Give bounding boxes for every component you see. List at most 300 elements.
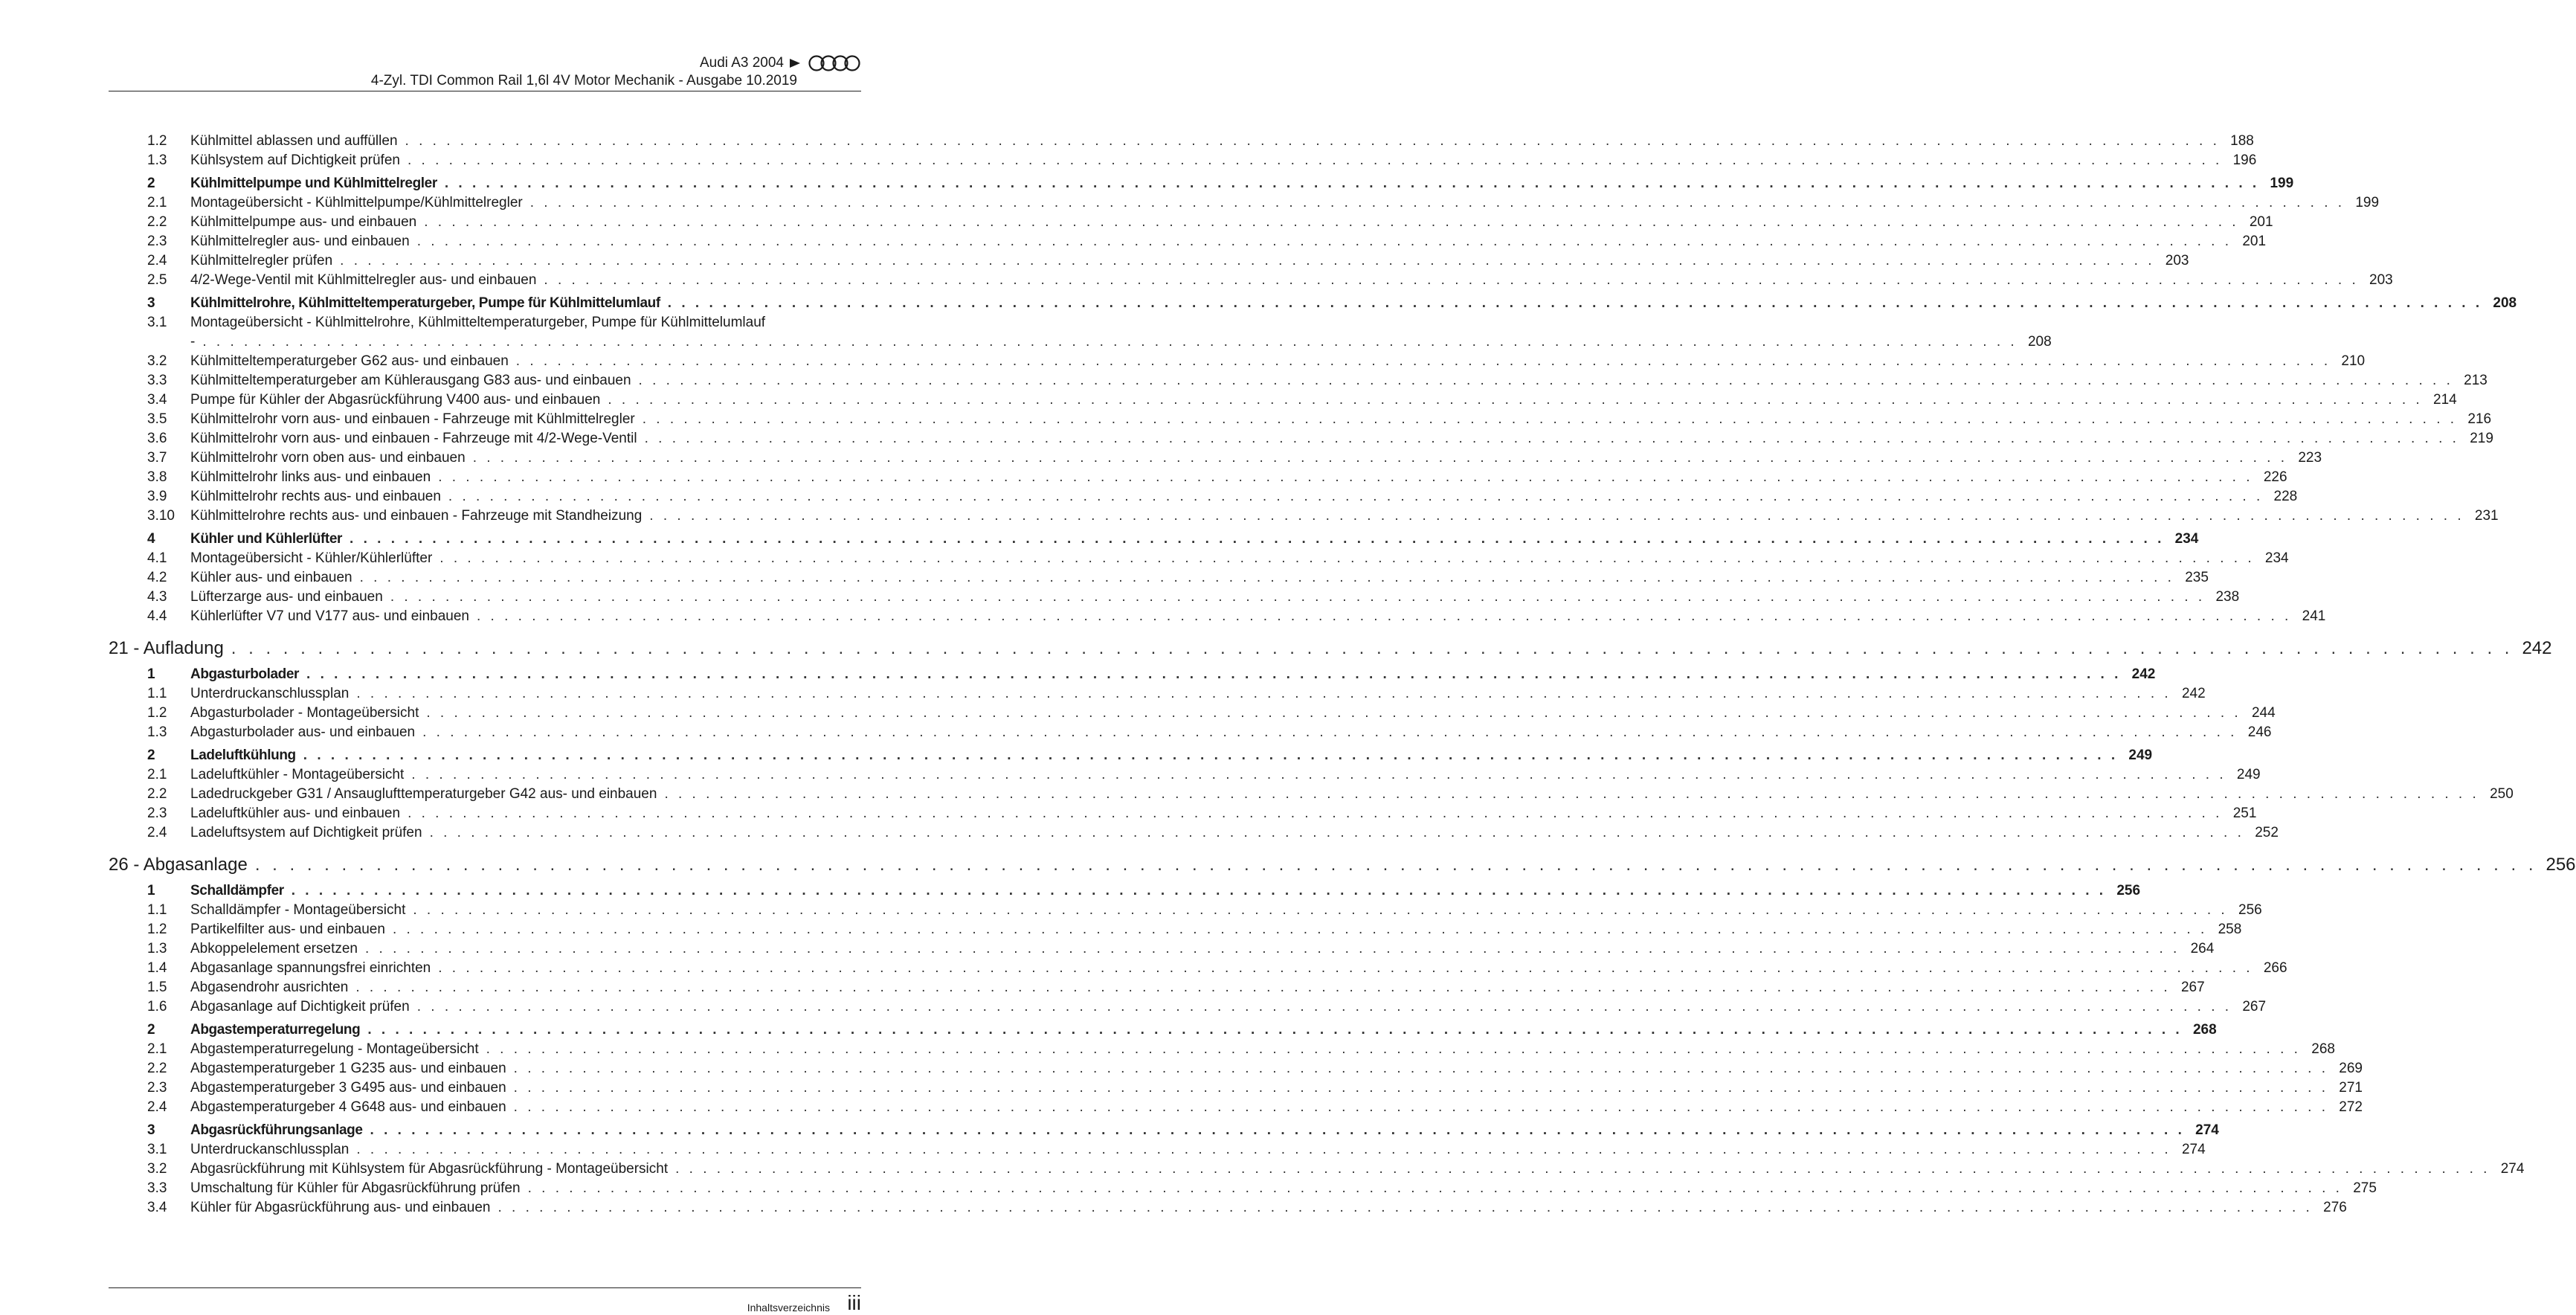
toc-page-number: 256	[2546, 855, 2576, 875]
toc-page-number: 269	[2339, 1061, 2363, 1076]
toc-page-number: 249	[2128, 747, 2153, 763]
toc-page-number: 203	[2165, 253, 2189, 269]
toc-title: Abgastemperaturgeber 4 G648 aus- und einbauen	[190, 1099, 506, 1115]
toc-title-wrap	[190, 313, 2052, 352]
dot-leader	[350, 530, 2164, 549]
toc-entry[interactable]	[109, 939, 2215, 959]
toc-title-line	[190, 468, 2253, 487]
toc-number: 3.7	[147, 450, 167, 466]
dot-leader	[668, 294, 2482, 313]
toc-page-number: 268	[2192, 1022, 2217, 1038]
toc-dash: -	[190, 334, 196, 350]
dot-leader	[255, 852, 2537, 878]
toc-title-line	[190, 997, 2232, 1017]
toc-title: Kühlmittelrohr vorn aus- und einbauen - Fahrzeuge mit 4/2-Wege-Ventil	[190, 431, 637, 446]
dot-leader	[393, 920, 2207, 939]
dot-leader	[438, 468, 2253, 487]
toc-title: Abgasanlage spannungsfrei einrichten	[190, 960, 431, 976]
header-model: Audi A3 2004	[699, 55, 784, 71]
audi-rings-icon	[808, 54, 861, 72]
toc-entry[interactable]	[109, 765, 2261, 785]
toc-title-line	[190, 294, 2482, 313]
toc-entry[interactable]	[109, 920, 2242, 939]
toc-page-number: 223	[2298, 450, 2322, 466]
toc-title-line	[190, 901, 2228, 920]
dot-leader	[514, 1078, 2328, 1098]
toc-page-number: 246	[2247, 724, 2272, 740]
toc-title-line	[190, 352, 2331, 371]
toc-number: 2	[147, 176, 155, 191]
toc-page-number: 267	[2180, 980, 2205, 995]
toc-title-line	[190, 448, 2287, 468]
toc-title: Abgasturbolader	[190, 666, 300, 682]
toc-page-number: 210	[2341, 353, 2366, 369]
toc-title: Abgasrückführung mit Kühlsystem für Abgasrückführung - Montageübersicht	[190, 1161, 669, 1177]
toc-title: Kühler für Abgasrückführung aus- und einbauen	[190, 1200, 491, 1215]
dot-leader	[516, 352, 2331, 371]
toc-number: 3	[147, 1122, 155, 1138]
toc-title: Ladeluftkühler aus- und einbauen	[190, 806, 401, 821]
toc-title: Ladeluftsystem auf Dichtigkeit prüfen	[190, 825, 422, 840]
toc-page-number: 201	[2249, 214, 2273, 230]
toc-entry[interactable]	[109, 588, 2240, 607]
toc-title: Ladeluftkühlung	[190, 747, 296, 763]
dot-leader	[426, 704, 2241, 723]
dot-leader	[498, 1198, 2313, 1218]
toc-page-number: 234	[2174, 531, 2199, 547]
dot-leader	[430, 823, 2244, 843]
toc-section[interactable]	[109, 881, 2141, 901]
toc-entry[interactable]	[109, 371, 2488, 390]
toc-chapter[interactable]	[109, 852, 2576, 878]
dot-leader	[408, 151, 2222, 170]
toc-entry[interactable]	[109, 785, 2514, 804]
toc-number: 3.4	[147, 1200, 167, 1215]
toc-number: 2.1	[147, 767, 167, 782]
toc-title-line	[190, 568, 2174, 588]
toc-page-number: 274	[2181, 1142, 2206, 1157]
toc-title-line	[190, 959, 2253, 978]
toc-entry[interactable]	[109, 978, 2205, 997]
toc-page-number: 272	[2339, 1099, 2363, 1115]
toc-title-line	[190, 1160, 2490, 1179]
toc-title-line	[190, 684, 2171, 704]
dot-leader	[486, 1040, 2301, 1059]
toc-number: 3.1	[147, 1142, 167, 1157]
toc-title-line	[190, 251, 2154, 271]
dot-leader	[405, 132, 2220, 151]
toc-number: 1.3	[147, 152, 167, 168]
toc-title: Kühler und Kühlerlüfter	[190, 531, 343, 547]
toc-page-number: 256	[2238, 902, 2262, 918]
toc-title-line	[190, 1198, 2313, 1218]
dot-leader	[360, 568, 2174, 588]
toc-title-line	[190, 765, 2226, 785]
toc-section[interactable]	[109, 294, 2517, 313]
toc-number: 3.2	[147, 353, 167, 369]
toc-page-number: 274	[2195, 1122, 2219, 1138]
dot-leader	[367, 1020, 2182, 1040]
toc-title: Montageübersicht - Kühler/Kühlerlüfter	[190, 550, 433, 566]
toc-title-line	[190, 390, 2423, 410]
toc-number: 2.5	[147, 272, 167, 288]
toc-title-line	[190, 193, 2345, 213]
toc-entry[interactable]	[109, 1098, 2363, 1117]
toc-entry[interactable]	[109, 704, 2276, 723]
dot-leader	[202, 332, 2017, 352]
toc-entry[interactable]	[109, 429, 2493, 448]
dot-leader	[664, 785, 2479, 804]
toc-entry[interactable]	[109, 804, 2257, 823]
toc-title: 21 - Aufladung	[109, 638, 224, 658]
toc-title-line	[190, 1098, 2328, 1117]
toc-number: 2.3	[147, 1080, 167, 1096]
toc-page-number: 251	[2232, 806, 2257, 821]
toc-page-number: 234	[2264, 550, 2289, 566]
toc-title-line	[190, 213, 2239, 232]
toc-title: Schalldämpfer	[190, 883, 284, 898]
toc-number: 1.2	[147, 922, 167, 937]
toc-title: Abgastemperaturregelung - Montageübersicht	[190, 1041, 479, 1057]
toc-entry[interactable]	[109, 1078, 2363, 1098]
toc-number: 1.2	[147, 133, 167, 149]
toc-number: 3.10	[147, 508, 175, 524]
toc-number: 1.3	[147, 724, 167, 740]
toc-page-number: 238	[2215, 589, 2240, 605]
toc-title: Kühlmittelrohr links aus- und einbauen	[190, 469, 431, 485]
toc-title-line	[190, 1078, 2328, 1098]
toc-title-line	[190, 704, 2241, 723]
toc-number: 1.5	[147, 980, 167, 995]
toc-page-number: 249	[2236, 767, 2261, 782]
toc-page-number: 208	[2027, 334, 2052, 350]
toc-page-number: 275	[2353, 1180, 2377, 1196]
dot-leader	[445, 174, 2259, 193]
toc-page-number: 208	[2493, 295, 2517, 311]
page-header	[109, 52, 861, 91]
toc-page-number: 256	[2116, 883, 2141, 898]
toc-title: Kühlmittelrohr vorn aus- und einbauen - Fahrzeuge mit Kühlmittelregler	[190, 411, 635, 427]
toc-title: Abgastemperaturgeber 1 G235 aus- und einbauen	[190, 1061, 506, 1076]
dot-leader	[675, 1160, 2490, 1179]
toc-title: Kühlmitteltemperaturgeber G62 aus- und einbauen	[190, 353, 509, 369]
toc-number: 1	[147, 883, 155, 898]
dot-leader	[340, 251, 2154, 271]
toc-page-number: 203	[2369, 272, 2393, 288]
toc-entry[interactable]	[109, 390, 2457, 410]
toc-title-line	[190, 881, 2106, 901]
toc-title-line	[190, 723, 2237, 742]
dot-leader	[649, 507, 2464, 526]
toc-number: 2.4	[147, 825, 167, 840]
toc-entry[interactable]	[109, 997, 2267, 1017]
toc-title: Kühlmittelpumpe aus- und einbauen	[190, 214, 417, 230]
toc-number: 4.4	[147, 608, 167, 624]
toc-title: Abgastemperaturregelung	[190, 1022, 361, 1038]
toc-entry[interactable]	[109, 1040, 2335, 1059]
toc-entry[interactable]	[109, 232, 2267, 251]
toc-number: 2.3	[147, 806, 167, 821]
dot-leader	[292, 881, 2106, 901]
dot-leader	[438, 959, 2253, 978]
toc-page-number: 199	[2355, 195, 2380, 210]
dot-leader	[417, 232, 2232, 251]
toc-title-line	[190, 1059, 2328, 1078]
toc-number: 1.1	[147, 686, 167, 701]
toc-number: 1.6	[147, 999, 167, 1015]
toc-page-number: 226	[2263, 469, 2287, 485]
dot-leader	[530, 193, 2345, 213]
dot-leader	[528, 1179, 2342, 1198]
toc-title: Umschaltung für Kühler für Abgasrückführung prüfen	[190, 1180, 521, 1196]
toc-section[interactable]	[109, 174, 2294, 193]
dot-leader	[645, 429, 2459, 448]
toc-title: Kühlmittelrohr rechts aus- und einbauen	[190, 489, 441, 504]
toc-number: 3	[147, 295, 155, 311]
toc-number: 2	[147, 747, 155, 763]
toc-entry[interactable]	[109, 132, 2254, 151]
dot-leader	[370, 1121, 2185, 1140]
toc-section[interactable]	[109, 1020, 2217, 1040]
toc-page-number: 274	[2500, 1161, 2525, 1177]
toc-page-number: 242	[2131, 666, 2156, 682]
toc-title-line	[190, 1179, 2342, 1198]
page-footer	[109, 1287, 861, 1314]
header-model-line	[700, 54, 861, 73]
dot-leader	[303, 746, 2118, 765]
toc-title: Abkoppelelement ersetzen	[190, 941, 358, 956]
toc-entry[interactable]	[109, 213, 2273, 232]
toc-title: 4/2-Wege-Ventil mit Kühlmittelregler aus- und einbauen	[190, 272, 537, 288]
toc-page-number: 188	[2230, 133, 2254, 149]
toc-section[interactable]	[109, 1121, 2219, 1140]
toc-title-line	[190, 823, 2244, 843]
toc-number: 3.4	[147, 392, 167, 408]
footer-page-number: iii	[847, 1291, 861, 1314]
toc-title: Kühlmitteltemperaturgeber am Kühlerausgang G83 aus- und einbauen	[190, 373, 631, 388]
toc-title: Abgasturbolader - Montageübersicht	[190, 705, 419, 721]
toc-title: Kühlerlüfter V7 und V177 aus- und einbauen	[190, 608, 469, 624]
dot-leader	[639, 371, 2453, 390]
dot-leader	[356, 684, 2171, 704]
toc-entry[interactable]	[109, 823, 2279, 843]
dot-leader	[544, 271, 2358, 290]
toc-title-line	[190, 530, 2164, 549]
dot-leader	[643, 410, 2457, 429]
toc-title: Lüfterzarge aus- und einbauen	[190, 589, 383, 605]
dot-leader	[608, 390, 2422, 410]
toc-page-number: 214	[2433, 392, 2457, 408]
toc-page-number: 276	[2323, 1200, 2347, 1215]
toc-entry[interactable]	[109, 352, 2366, 371]
toc-entry[interactable]	[109, 507, 2499, 526]
toc-entry[interactable]	[109, 549, 2289, 568]
toc-title: Ladeluftkühler - Montageübersicht	[190, 767, 405, 782]
dot-leader	[356, 1140, 2171, 1160]
toc-page-number: 267	[2242, 999, 2267, 1015]
toc-title: Kühlmittel ablassen und auffüllen	[190, 133, 398, 149]
toc-number: 2.2	[147, 786, 167, 802]
toc-title-line	[190, 746, 2118, 765]
toc-page-number: 199	[2270, 176, 2294, 191]
toc-number: 1.4	[147, 960, 167, 976]
toc-entry[interactable]	[109, 1059, 2363, 1078]
toc-title-line	[190, 410, 2457, 429]
dot-leader	[417, 997, 2232, 1017]
toc-page-number: 242	[2522, 638, 2552, 658]
toc-entry[interactable]	[109, 151, 2257, 170]
toc-number: 2.2	[147, 1061, 167, 1076]
dot-leader	[439, 549, 2254, 568]
toc-title: Schalldämpfer - Montageübersicht	[190, 902, 406, 918]
toc-number: 2	[147, 1022, 155, 1038]
toc-title: Pumpe für Kühler der Abgasrückführung V400 aus- und einbauen	[190, 392, 601, 408]
toc-title: Ladedruckgeber G31 / Ansauglufttemperaturgeber G42 aus- und einbauen	[190, 786, 657, 802]
toc-number: 3.6	[147, 431, 167, 446]
toc-title-line	[190, 174, 2259, 193]
toc-page-number: 201	[2242, 234, 2267, 249]
toc-title-line	[190, 429, 2459, 448]
toc-page-number: 213	[2464, 373, 2488, 388]
toc-title: Montageübersicht - Kühlmittelrohre, Kühlmitteltemperaturgeber, Pumpe für Kühlmittelumlauf	[190, 315, 766, 330]
toc-number: 4.1	[147, 550, 167, 566]
toc-title-line	[190, 804, 2222, 823]
toc-page-number: 228	[2273, 489, 2298, 504]
toc-title: Kühler aus- und einbauen	[190, 570, 352, 585]
dot-leader	[411, 765, 2226, 785]
toc-title-line	[190, 507, 2464, 526]
toc-title-continuation	[190, 332, 2052, 352]
toc-number: 4.2	[147, 570, 167, 585]
toc-number: 3.1	[147, 315, 167, 330]
toc-page-number: 244	[2251, 705, 2276, 721]
toc-title-line	[190, 371, 2453, 390]
toc-title: Kühlsystem auf Dichtigkeit prüfen	[190, 152, 400, 168]
toc-number: 2.1	[147, 195, 167, 210]
toc-title-line	[190, 1020, 2183, 1040]
toc-title: Abgasrückführungsanlage	[190, 1122, 363, 1138]
toc-title-line	[190, 978, 2171, 997]
dot-leader	[408, 804, 2222, 823]
toc-entry[interactable]	[109, 468, 2287, 487]
toc-entry[interactable]	[109, 1160, 2525, 1179]
toc-title: Partikelfilter aus- und einbauen	[190, 922, 385, 937]
toc-entry[interactable]	[109, 684, 2206, 704]
toc-title: Abgasturbolader aus- und einbauen	[190, 724, 416, 740]
toc-page-number: 266	[2263, 960, 2287, 976]
toc-number: 1.1	[147, 902, 167, 918]
header-subtitle: 4-Zyl. TDI Common Rail 1,6l 4V Motor Mechanik - Ausgabe 10.2019	[370, 73, 797, 89]
toc-number: 3.2	[147, 1161, 167, 1177]
toc-title: Unterdruckanschlussplan	[190, 1142, 350, 1157]
toc-section[interactable]	[109, 530, 2199, 549]
toc-number: 2.3	[147, 234, 167, 249]
toc-page-number: 271	[2339, 1080, 2363, 1096]
toc-entry[interactable]	[109, 723, 2272, 742]
toc-number: 2.4	[147, 253, 167, 269]
toc-title-line	[190, 920, 2207, 939]
toc-title: Kühlmittelrohre, Kühlmitteltemperaturgeber, Pumpe für Kühlmittelumlauf	[190, 295, 660, 311]
toc-page-number: 264	[2190, 941, 2215, 956]
dot-leader	[306, 665, 2121, 684]
toc-chapter[interactable]	[109, 636, 2552, 661]
dot-leader	[413, 901, 2227, 920]
toc-title-line	[109, 852, 2537, 878]
toc-title-line	[190, 665, 2121, 684]
toc-entry[interactable]	[109, 487, 2298, 507]
dot-leader	[514, 1059, 2328, 1078]
toc-page-number: 250	[2490, 786, 2514, 802]
dot-leader	[473, 448, 2287, 468]
toc-page-number: 216	[2467, 411, 2492, 427]
toc-title-line	[190, 785, 2479, 804]
toc-section[interactable]	[109, 746, 2153, 765]
toc-title-line	[190, 487, 2263, 507]
toc-title: Montageübersicht - Kühlmittelpumpe/Kühlmittelregler	[190, 195, 523, 210]
toc-entry[interactable]	[109, 313, 2052, 352]
toc-title: 26 - Abgasanlage	[109, 855, 248, 875]
toc-entry[interactable]	[109, 901, 2262, 920]
toc-title-line	[190, 151, 2222, 170]
dot-leader	[448, 487, 2263, 507]
toc-page-number: 242	[2181, 686, 2206, 701]
toc-title: Abgasanlage auf Dichtigkeit prüfen	[190, 999, 410, 1015]
toc-title: Kühlmittelpumpe und Kühlmittelregler	[190, 176, 437, 191]
toc-title-line	[190, 1040, 2301, 1059]
dot-leader	[365, 939, 2180, 959]
toc-title: Abgastemperaturgeber 3 G495 aus- und einbauen	[190, 1080, 506, 1096]
dot-leader	[231, 636, 2514, 661]
toc-number: 4.3	[147, 589, 167, 605]
toc-title-line	[190, 549, 2255, 568]
toc-title: Kühlmittelregler prüfen	[190, 253, 333, 269]
arrow-right-icon	[790, 59, 800, 68]
toc-entry[interactable]	[109, 271, 2393, 290]
toc-entry[interactable]	[109, 448, 2322, 468]
toc-title-line	[190, 232, 2232, 251]
toc-entry[interactable]	[109, 568, 2209, 588]
dot-leader	[355, 978, 2170, 997]
toc-title: Kühlmittelregler aus- und einbauen	[190, 234, 410, 249]
toc-title-line	[190, 271, 2359, 290]
toc-page-number: 219	[2470, 431, 2493, 446]
toc-entry[interactable]	[109, 1140, 2206, 1160]
toc-page-number: 196	[2232, 152, 2257, 168]
toc-entry[interactable]	[109, 193, 2380, 213]
toc-number: 2.4	[147, 1099, 167, 1115]
toc-page-number: 258	[2218, 922, 2242, 937]
toc-entry[interactable]	[109, 410, 2492, 429]
dot-leader	[514, 1098, 2328, 1117]
toc-section[interactable]	[109, 665, 2156, 684]
toc-entry[interactable]	[109, 1179, 2377, 1198]
toc-page-number: 268	[2311, 1041, 2335, 1057]
toc-entry[interactable]	[109, 251, 2189, 271]
toc-title-line	[190, 1140, 2171, 1160]
toc-title-line	[190, 939, 2180, 959]
toc-entry[interactable]	[109, 1198, 2347, 1218]
toc-number: 2.2	[147, 214, 167, 230]
toc-entry[interactable]	[109, 959, 2287, 978]
toc-number: 3.3	[147, 1180, 167, 1196]
toc-title-line	[190, 132, 2220, 151]
dot-leader	[390, 588, 2205, 607]
toc-entry[interactable]	[109, 607, 2326, 626]
toc-number: 1	[147, 666, 155, 682]
dot-leader	[424, 213, 2238, 232]
toc-page-number: 231	[2474, 508, 2499, 524]
toc-title: Kühlmittelrohr vorn oben aus- und einbauen	[190, 450, 466, 466]
